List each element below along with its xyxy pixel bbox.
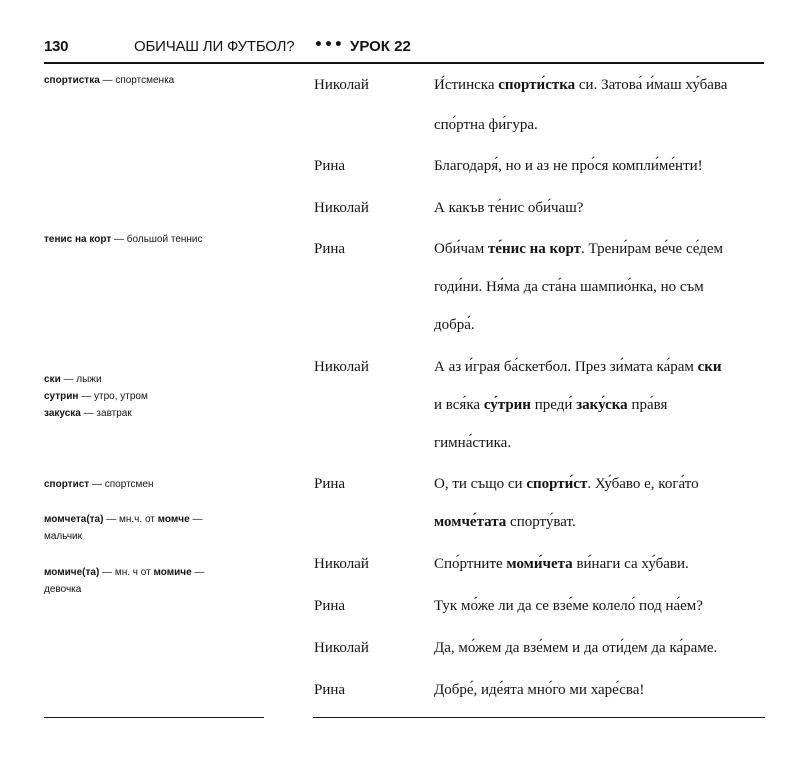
speaker-name: Рина	[314, 158, 346, 174]
speaker-name: Рина	[314, 682, 346, 698]
vocab-word: те́нис на корт	[487, 241, 582, 257]
footer-rule-right	[313, 717, 765, 718]
glossary-gloss: — большой теннис	[111, 234, 203, 245]
glossary-entry	[44, 371, 244, 388]
glossary-gloss: — спортсменка	[99, 75, 175, 86]
chapter-title: ОБИЧАШ ЛИ ФУТБОЛ?	[134, 38, 295, 55]
vocab-word: заку́ска	[576, 397, 628, 413]
line-text: А какъв те́нис оби́чаш?	[434, 200, 584, 216]
dialogue-line	[434, 158, 703, 175]
glossary-entry	[44, 231, 244, 248]
line-text: спорту́ват.	[506, 514, 576, 530]
line-text: А аз и́грая ба́скетбол. През зи́мата ка́рам	[434, 359, 698, 375]
glossary-entry	[44, 388, 244, 405]
footer-rule-left	[44, 717, 264, 718]
line-text: Благодаря́, но и аз не про́ся компли́ме́нти!	[434, 158, 703, 174]
glossary-gloss: девочка	[44, 584, 82, 595]
vocab-word: ски	[697, 359, 722, 375]
vocab-word: спорти́стка	[498, 77, 576, 93]
speaker-name: Рина	[314, 476, 346, 492]
glossary-entry	[44, 476, 244, 493]
vocab-word: моми́чета	[506, 556, 573, 572]
line-text: гимна́стика.	[434, 435, 512, 451]
vocab-word: спорти́ст	[526, 476, 588, 492]
vocab-word: момче́тата	[434, 514, 507, 530]
speaker-name: Рина	[314, 241, 346, 257]
dialogue-line	[434, 200, 583, 217]
dialogue-line	[434, 598, 703, 615]
glossary-gloss: — лыжи	[60, 374, 102, 385]
line-text: Добре́, иде́ята мно́го ми харе́сва!	[434, 682, 645, 698]
dialogue-line	[434, 117, 538, 134]
speaker-name: Николай	[314, 640, 369, 656]
glossary-term: спортист	[44, 479, 90, 490]
dialogue-line	[434, 682, 644, 699]
glossary-gloss: мальчик	[44, 531, 82, 542]
glossary-term: ски	[44, 374, 61, 385]
glossary-gloss: — завтрак	[80, 408, 132, 419]
line-text: ви́наги са ху́бави.	[572, 556, 689, 572]
line-text: пра́вя	[627, 397, 668, 413]
line-text: Спо́ртните	[434, 556, 507, 572]
glossary-term: момиче	[153, 567, 192, 578]
speaker-name: Николай	[314, 77, 369, 93]
speaker-name: Николай	[314, 359, 369, 375]
glossary-gloss: —	[189, 514, 203, 525]
dialogue-line	[434, 77, 727, 94]
header-rule	[44, 62, 764, 64]
dialogue-line	[434, 435, 511, 452]
line-text: И́стинска	[434, 77, 499, 93]
dialogue-line	[434, 317, 475, 334]
dialogue-line	[434, 359, 722, 376]
line-text: добра́.	[434, 317, 475, 333]
glossary-term: тенис на корт	[44, 234, 112, 245]
line-text: Оби́чам	[434, 241, 488, 257]
page-header	[44, 38, 764, 66]
dialogue-line	[434, 279, 704, 296]
line-text: спо́ртна фи́гура.	[434, 117, 538, 133]
line-text: годи́ни. Ня́ма да ста́на шампио́нка, но съм	[434, 279, 704, 295]
dialogue-line	[434, 476, 699, 493]
glossary-entry	[44, 511, 244, 545]
line-text: преди́	[530, 397, 577, 413]
line-text: Да, мо́жем да взе́мем и да оти́дем да ка́раме.	[434, 640, 718, 656]
glossary-term: спортистка	[44, 75, 100, 86]
speaker-name: Николай	[314, 556, 369, 572]
glossary-term: закуска	[44, 408, 81, 419]
line-text: О, ти също си	[434, 476, 527, 492]
lesson-label: УРОК 22	[350, 38, 411, 55]
speaker-name: Рина	[314, 598, 346, 614]
glossary-term: момчета(та)	[44, 514, 104, 525]
dialogue-line	[434, 397, 667, 414]
line-text: си. Затова́ и́маш ху́бава	[575, 77, 728, 93]
line-text: . Ху́баво е, кога́то	[587, 476, 699, 492]
dialogue-line	[434, 241, 723, 258]
glossary-gloss: — мн. ч от	[99, 567, 154, 578]
line-text: . Трени́рам ве́че се́дем	[581, 241, 724, 257]
dialogue-line	[434, 514, 576, 531]
glossary-term: момиче(та)	[44, 567, 100, 578]
glossary-gloss: — спортсмен	[89, 479, 154, 490]
glossary-entry	[44, 405, 244, 422]
speaker-name: Николай	[314, 200, 369, 216]
glossary-gloss: — утро, утром	[78, 391, 148, 402]
page-number: 130	[44, 38, 69, 55]
glossary-term: момче	[157, 514, 190, 525]
glossary-entry	[44, 564, 244, 598]
glossary-gloss: —	[191, 567, 205, 578]
dialogue-line	[434, 640, 717, 657]
line-text: Тук мо́же ли да се взе́ме колело́ под на́ем?	[434, 598, 703, 614]
glossary-gloss: — мн.ч. от	[103, 514, 158, 525]
glossary-term: сутрин	[44, 391, 79, 402]
line-text: и вся́ка	[434, 397, 484, 413]
header-separator: •••	[314, 37, 344, 53]
vocab-word: су́трин	[483, 397, 531, 413]
glossary-entry	[44, 72, 244, 89]
dialogue-line	[434, 556, 689, 573]
